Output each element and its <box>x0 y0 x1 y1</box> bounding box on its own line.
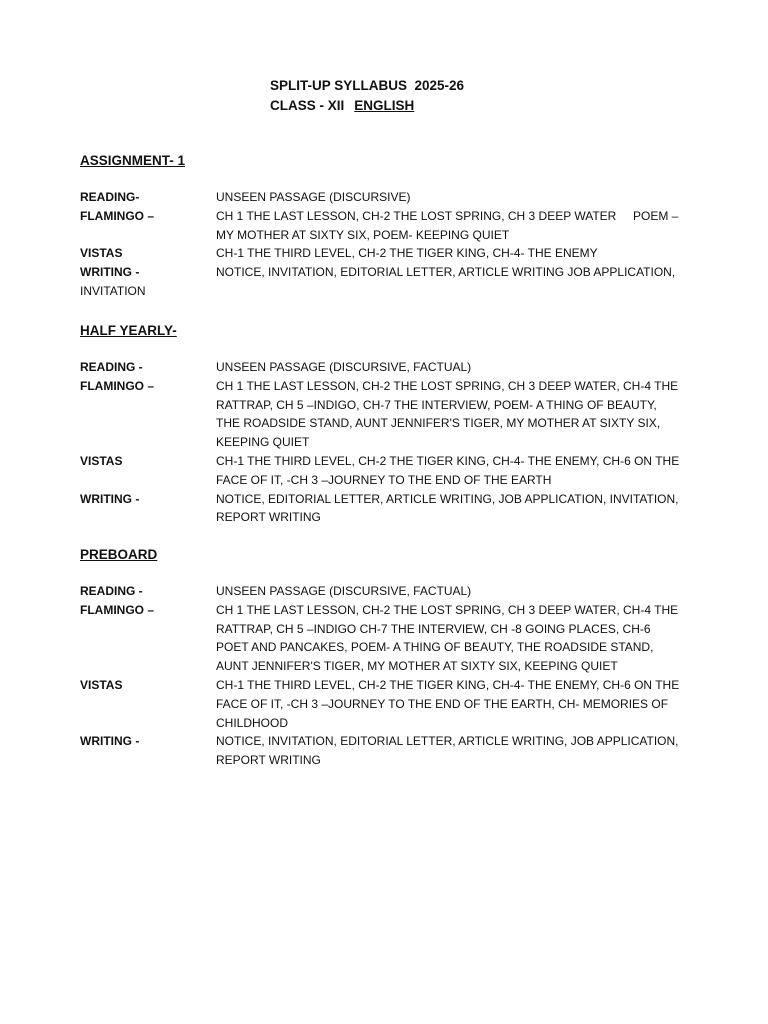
section-half-yearly <box>80 322 680 527</box>
syllabus-row-reading <box>80 582 680 601</box>
row-value: NOTICE, INVITATION, EDITORIAL LETTER, ARTICLE WRITING, JOB APPLICATION, REPORT WRITING <box>216 734 679 768</box>
row-value: CH-1 THE THIRD LEVEL, CH-2 THE TIGER KING, CH-4- THE ENEMY, CH-6 ON THE FACE OF IT, -CH 3 –JOURNEY TO THE END OF THE EARTH, CH- MEMORIES OF CHILDHOOD <box>216 677 680 730</box>
writing-overflow-text: INVITATION <box>80 283 146 298</box>
syllabus-row-vistas <box>80 244 680 263</box>
row-label: FLAMINGO – <box>80 378 154 393</box>
row-label: VISTAS <box>80 453 123 468</box>
syllabus-row-flamingo <box>80 377 680 452</box>
row-label: FLAMINGO – <box>80 602 154 617</box>
row-label: READING- <box>80 190 140 204</box>
row-value: CH-1 THE THIRD LEVEL, CH-2 THE TIGER KING, CH-4- THE ENEMY, CH-6 ON THE FACE OF IT, -CH 3 –JOURNEY TO THE END OF THE EARTH <box>216 453 680 487</box>
row-value: UNSEEN PASSAGE (DISCURSIVE, FACTUAL) <box>216 360 472 374</box>
row-value: NOTICE, EDITORIAL LETTER, ARTICLE WRITING, JOB APPLICATION, INVITATION, REPORT WRITING <box>216 491 679 525</box>
row-label: WRITING - <box>80 491 140 506</box>
syllabus-row-reading <box>80 358 680 377</box>
syllabus-row-flamingo <box>80 601 680 676</box>
section-heading: ASSIGNMENT- 1 <box>80 153 186 168</box>
row-value: NOTICE, INVITATION, EDITORIAL LETTER, ARTICLE WRITING JOB APPLICATION, <box>216 265 676 280</box>
row-label: READING - <box>80 360 143 374</box>
syllabus-row-reading <box>80 188 680 207</box>
section-heading: HALF YEARLY- <box>80 323 177 338</box>
section-preboard <box>80 546 680 770</box>
row-value: UNSEEN PASSAGE (DISCURSIVE) <box>216 190 411 204</box>
syllabus-row-writing <box>80 732 680 770</box>
document-title: SPLIT-UP SYLLABUS 2025-26 <box>270 78 465 93</box>
section-heading: PREBOARD <box>80 547 158 562</box>
row-label: VISTAS <box>80 246 123 261</box>
row-label: VISTAS <box>80 677 123 692</box>
class-subject-line <box>270 96 464 116</box>
row-value: CH-1 THE THIRD LEVEL, CH-2 THE TIGER KING, CH-4- THE ENEMY <box>216 246 598 261</box>
syllabus-row-vistas <box>80 452 680 490</box>
title-block <box>270 76 464 116</box>
row-value: CH 1 THE LAST LESSON, CH-2 THE LOST SPRING, CH 3 DEEP WATER, CH-4 THE RATTRAP, CH 5 –INDIGO, CH-7 THE INTERVIEW, POEM- A THING OF BEAUTY, THE ROADSIDE STAND, AUNT JENNIFER'S TIGER, MY MOTHER AT SIXTY SIX, KEEPING QUIET <box>216 378 679 450</box>
syllabus-row-writing <box>80 263 680 282</box>
subject-label: ENGLISH <box>354 98 415 113</box>
row-value: CH 1 THE LAST LESSON, CH-2 THE LOST SPRING, CH 3 DEEP WATER POEM – MY MOTHER AT SIXTY SIX, POEM- KEEPING QUIET <box>216 208 682 242</box>
class-label: CLASS - XII <box>270 98 345 113</box>
syllabus-row-flamingo <box>80 207 680 245</box>
section-assignment-1 <box>80 152 680 301</box>
row-label: WRITING - <box>80 734 140 749</box>
row-value: UNSEEN PASSAGE (DISCURSIVE, FACTUAL) <box>216 584 472 598</box>
row-label: FLAMINGO – <box>80 208 154 223</box>
row-label: WRITING - <box>80 265 140 280</box>
row-value: CH 1 THE LAST LESSON, CH-2 THE LOST SPRING, CH 3 DEEP WATER, CH-4 THE RATTRAP, CH 5 –INDIGO CH-7 THE INTERVIEW, CH -8 GOING PLACES, CH-6 POET AND PANCAKES, POEM- A THING OF BEAUTY, THE ROADSIDE STAND, AUNT JENNIFER'S TIGER, MY MOTHER AT SIXTY SIX, KEEPING QUIET <box>216 602 679 674</box>
syllabus-row-vistas <box>80 676 680 732</box>
row-label: READING - <box>80 584 143 598</box>
syllabus-row-writing <box>80 490 680 528</box>
